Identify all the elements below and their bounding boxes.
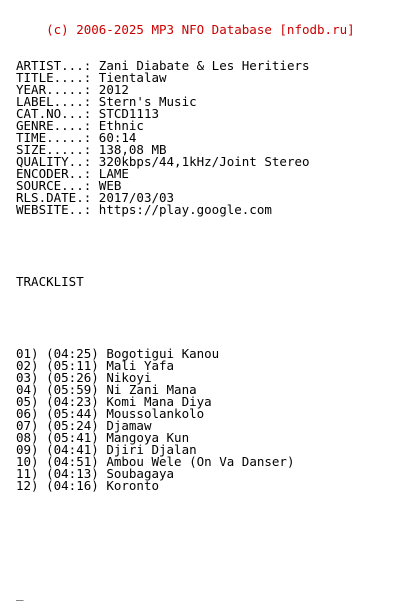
- track-title: Nikoyi: [106, 370, 152, 385]
- text-cursor: _: [16, 586, 24, 601]
- info-key: RLS.DATE.:: [16, 190, 92, 205]
- track-num: 09): [16, 442, 39, 457]
- info-key: ENCODER..:: [16, 166, 92, 181]
- track-row: [16, 480, 355, 492]
- release-info: [16, 60, 355, 216]
- info-value: Tientalaw: [98, 70, 167, 85]
- track-num: 11): [16, 466, 39, 481]
- track-title: Bogotigui Kanou: [106, 346, 220, 361]
- info-key: CAT.NO...:: [16, 106, 92, 121]
- info-value: 320kbps/44,1kHz/Joint Stereo: [98, 154, 310, 169]
- track-time: (04:13): [46, 466, 99, 481]
- track-title: Ni Zani Mana: [106, 382, 197, 397]
- info-key: YEAR.....:: [16, 82, 92, 97]
- track-num: 10): [16, 454, 39, 469]
- track-time: (04:25): [46, 346, 99, 361]
- track-num: 05): [16, 394, 39, 409]
- track-title: Mali Yafa: [106, 358, 175, 373]
- track-title: Ambou Wele (On Va Danser): [106, 454, 295, 469]
- info-key: TITLE....:: [16, 70, 92, 85]
- track-num: 04): [16, 382, 39, 397]
- track-time: (04:41): [46, 442, 99, 457]
- info-row: [16, 204, 355, 216]
- track-num: 12): [16, 478, 39, 493]
- track-title: Djiri Djalan: [106, 442, 197, 457]
- info-value: 138,08 MB: [98, 142, 167, 157]
- track-time: (04:23): [46, 394, 99, 409]
- track-num: 07): [16, 418, 39, 433]
- track-time: (05:24): [46, 418, 99, 433]
- info-value: 60:14: [98, 130, 137, 145]
- blank-line: [16, 552, 355, 564]
- info-key: TIME.....:: [16, 130, 92, 145]
- info-value: STCD1113: [98, 106, 160, 121]
- info-value: Ethnic: [98, 118, 144, 133]
- info-key: SIZE.....:: [16, 142, 92, 157]
- info-key: LABEL....:: [16, 94, 92, 109]
- info-key: WEBSITE..:: [16, 202, 92, 217]
- track-title: Koronto: [106, 478, 160, 493]
- info-value: LAME: [98, 166, 129, 181]
- track-title: Djamaw: [106, 418, 152, 433]
- track-num: 01): [16, 346, 39, 361]
- info-value: 2012: [98, 82, 129, 97]
- track-num: 03): [16, 370, 39, 385]
- track-title: Moussolankolo: [106, 406, 205, 421]
- tracklist-title: TRACKLIST: [16, 274, 84, 289]
- info-value: https://play.google.com: [98, 202, 272, 217]
- info-value: Stern's Music: [98, 94, 197, 109]
- track-time: (05:59): [46, 382, 99, 397]
- track-time: (04:16): [46, 478, 99, 493]
- info-key: QUALITY..:: [16, 154, 92, 169]
- nfo-document: [16, 0, 355, 612]
- info-key: SOURCE...:: [16, 178, 92, 193]
- track-time: (04:51): [46, 454, 99, 469]
- track-title: Mangoya Kun: [106, 430, 190, 445]
- nfodb-header: (c) 2006-2025 MP3 NFO Database [nfodb.ru]: [16, 22, 355, 37]
- info-key: GENRE....:: [16, 118, 92, 133]
- blank-line: [16, 240, 355, 252]
- track-time: (05:11): [46, 358, 99, 373]
- track-num: 06): [16, 406, 39, 421]
- track-title: Komi Mana Diya: [106, 394, 212, 409]
- track-num: 02): [16, 358, 39, 373]
- track-num: 08): [16, 430, 39, 445]
- tracklist: [16, 348, 355, 492]
- track-time: (05:26): [46, 370, 99, 385]
- info-value: WEB: [98, 178, 122, 193]
- track-time: (05:41): [46, 430, 99, 445]
- blank-line: [16, 516, 355, 528]
- track-time: (05:44): [46, 406, 99, 421]
- info-value: 2017/03/03: [98, 190, 175, 205]
- info-key: ARTIST...:: [16, 58, 92, 73]
- track-title: Soubagaya: [106, 466, 175, 481]
- blank-line: [16, 312, 355, 324]
- info-value: Zani Diabate & Les Heritiers: [98, 58, 310, 73]
